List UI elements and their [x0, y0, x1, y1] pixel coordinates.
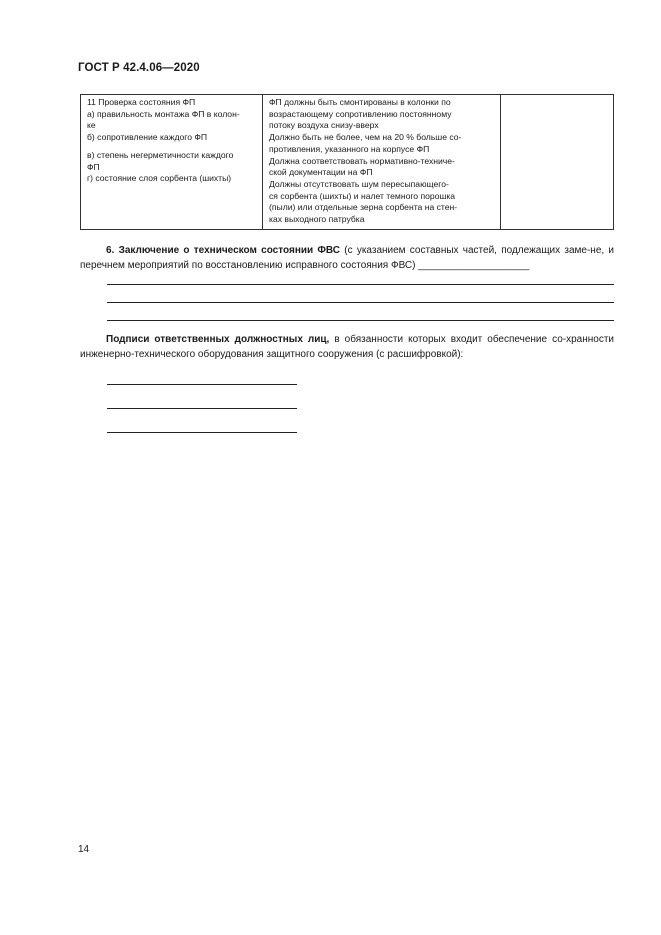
cell-line: (пыли) или отдельные зерна сорбента на стен-	[269, 202, 458, 213]
table-row	[81, 95, 614, 230]
conclusion-fill-line-3[interactable]	[107, 320, 614, 321]
cell-line: ФП должны быть смонтированы в колонки по	[269, 97, 451, 107]
cell-line: в) степень негерметичности каждого	[87, 149, 234, 160]
conclusion-fill-line-2[interactable]	[107, 302, 614, 303]
cell-line: противления, указанного на корпусе ФП	[269, 143, 430, 154]
cell-line: потоку воздуха снизу-вверх	[269, 120, 379, 131]
table-cell-result[interactable]	[501, 95, 614, 230]
signatures-paragraph	[80, 333, 614, 362]
cell-line: 11 Проверка состояния ФП	[87, 97, 196, 107]
table-cell-check-item	[81, 95, 263, 230]
signatures-text: в обязанности которых входит обеспечение со-хранности инженерно-технического оборудования защитного сооружения (с расшифровкой):	[80, 334, 614, 360]
cell-line: ФП	[87, 161, 100, 172]
cell-line: ках выходного патрубка	[269, 214, 365, 225]
signature-line-2[interactable]	[107, 408, 297, 409]
cell-line: Должна соответствовать нормативно-техниче-	[269, 155, 455, 166]
cell-line: г) состояние слоя сорбента (шихты)	[87, 173, 232, 184]
cell-line: ке	[87, 120, 96, 131]
signatures-heading: Подписи ответственных должностных лиц,	[106, 334, 330, 345]
conclusion-fill-line-1[interactable]	[107, 284, 614, 285]
cell-line: Должны отсутствовать шум пересыпающего-	[269, 178, 449, 189]
cell-line: ся сорбента (шихты) и налет темного порошка	[269, 190, 456, 201]
page-number: 14	[78, 844, 90, 855]
signature-line-3[interactable]	[107, 432, 297, 433]
inspection-table	[80, 94, 614, 230]
cell-line: возрастающему сопротивлению постоянному	[269, 108, 452, 119]
cell-line: б) сопротивление каждого ФП	[87, 132, 208, 143]
table-cell-requirement	[263, 95, 501, 230]
conclusion-heading: 6. Заключение о техническом состоянии ФВС	[106, 245, 340, 256]
cell-line: а) правильность монтажа ФП в колон-	[87, 108, 240, 119]
conclusion-text: (с указанием составных частей, подлежащих заме-не, и перечнем мероприятий по восстановлению исправного состояния ФВС) ____________________	[80, 245, 614, 271]
conclusion-paragraph	[80, 244, 614, 273]
cell-line: ской документации на ФП	[269, 167, 373, 178]
signature-line-1[interactable]	[107, 384, 297, 385]
cell-line: Должно быть не более, чем на 20 % больше со-	[269, 132, 462, 143]
document-header: ГОСТ Р 42.4.06—2020	[78, 62, 200, 74]
